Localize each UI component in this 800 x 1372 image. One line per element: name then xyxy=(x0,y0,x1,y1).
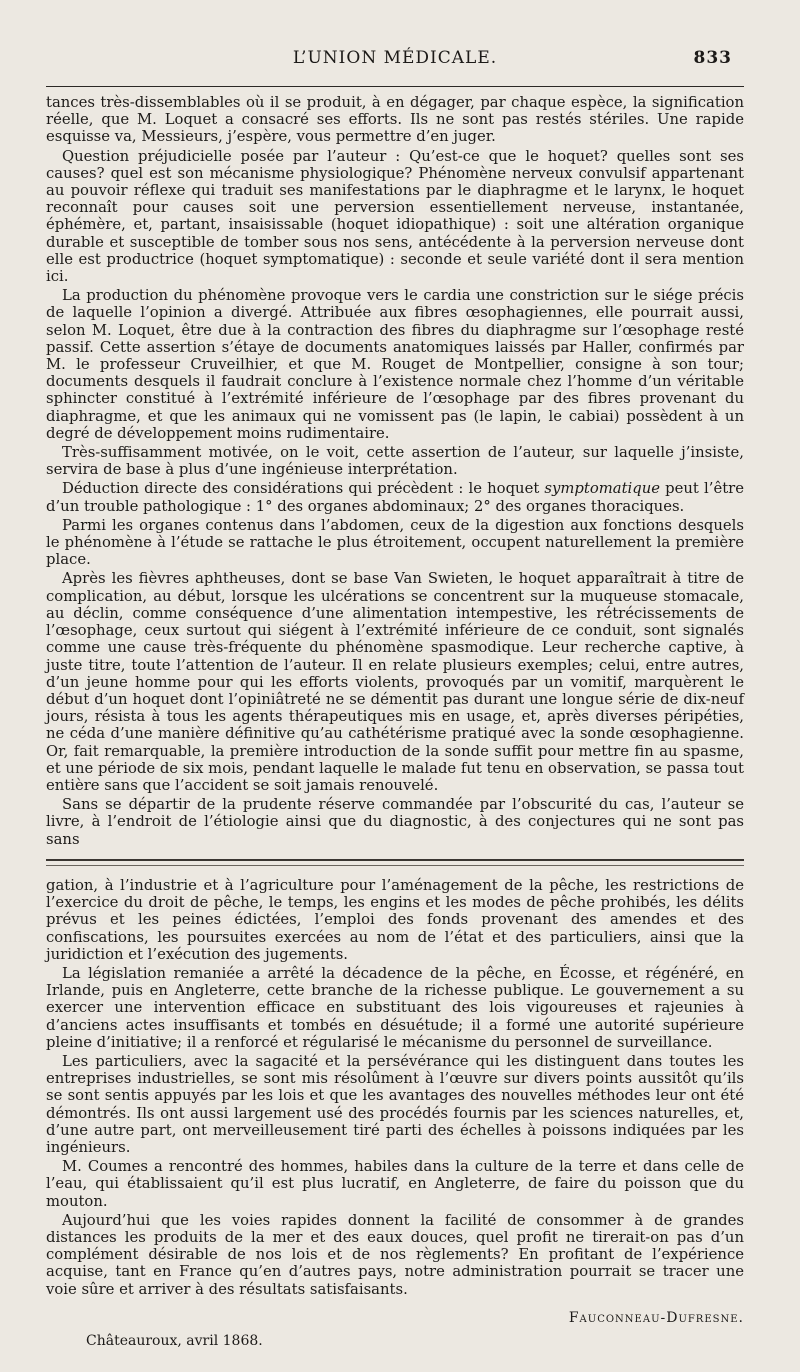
paragraph: M. Coumes a rencontré des hommes, habiles dans la culture de la terre et dans celle de l’eau, qui établissaient qu’il est plus lucratif, en Angleterre, de faire du poisson que du mouton. xyxy=(46,1158,744,1210)
deduction-emphasis: symptomatique xyxy=(544,480,661,498)
author-signature: Fauconneau-Dufresne. xyxy=(568,1310,744,1326)
paragraph: La production du phénomène provoque vers le cardia une constriction sur le siége précis de laquelle l’opinion a divergé. Attribuée aux fibres œsophagiennes, elle pourrait aussi, selon M. Loquet, être due à la contraction des fibres du diaphragme sur l’œsophage resté passif. Cette assertion s’étaye de documents anatomiques laissés par Haller, confirmés par M. le professeur Cruveilhier, et que M. Rouget de Montpellier, consigne à son tour; documents desquels il faudrait conclure à l’existence normale chez l’homme d’un véritable sphincter constitué à l’extrémité inférieure de l’œsophage par des fibres provenant du diaphragme, et que les animaux qui ne vomissent pas (le lapin, le cabiai) possèdent à un degré de développement moins rudimentaire. xyxy=(46,287,744,442)
deduction-text-after: peut l’être d’un trouble pathologique : 1° des organes abdominaux; 2° des organes thoraciques. xyxy=(46,480,744,515)
main-article xyxy=(46,94,744,848)
paragraph: Question préjudicielle posée par l’auteur : Qu’est-ce que le hoquet? quelles sont ses causes? quel est son mécanisme physiologique? Phénomène nerveux convulsif appartenant au pouvoir réflexe qui traduit ses manifestations par le diaphragme et le larynx, le hoquet reconnaît pour causes soit une perversion essentiellement nerveuse, instantanée, éphémère, et, partant, insaisissable (hoquet idiopathique) : soit une altération organique durable et susceptible de tomber sous nos sens, antécédente à la perversion nerveuse dont elle est productrice (hoquet symptomatique) : seconde et seule variété dont il sera mention ici. xyxy=(46,147,744,286)
paragraph: Très-suffisamment motivée, on le voit, cette assertion de l’auteur, sur laquelle j’insiste, servira de base à plus d’une ingénieuse interprétation. xyxy=(46,444,744,479)
paragraph: gation, à l’industrie et à l’agriculture pour l’aménagement de la pêche, les restrictions de l’exercice du droit de pêche, le temps, les engins et les modes de pêche prohibés, les délits prévus et les peines édictées, l’emploi des fonds provenant des amendes et des confiscations, les poursuites exercées au nom de l’état et des particuliers, ainsi que la juridiction et l’exécution des jugements. xyxy=(46,877,744,963)
running-header xyxy=(46,48,744,76)
paragraph: Aujourd’hui que les voies rapides donnent la facilité de consommer à de grandes distances les produits de la mer et des eaux douces, quel profit ne tirerait-on pas d’un complément désirable de nos lois et de nos règlements? En profitant de l’expérience acquise, tant en France qu’en d’autres pays, notre administration pourrait se tracer une voie sûre et arriver à des résultats satisfaisants. xyxy=(46,1211,744,1298)
paragraph: Sans se départir de la prudente réserve commandée par l’obscurité du cas, l’auteur se livre, à l’endroit de l’étiologie ainsi que du diagnostic, à des conjectures qui ne sont pas sans xyxy=(46,796,744,848)
page-number: 833 xyxy=(693,48,732,68)
feuilleton-section xyxy=(46,877,744,1298)
place-date: Châteauroux, avril 1868. xyxy=(86,1333,263,1349)
paragraph: Parmi les organes contenus dans l’abdomen, ceux de la digestion aux fonctions desquels le phénomène à l’étude se rattache le plus étroitement, occupent naturellement la première place. xyxy=(46,516,744,569)
paragraph: Après les fièvres aphtheuses, dont se base Van Swieten, le hoquet apparaîtrait à titre de complication, au début, lorsque les ulcérations se concentrent sur la muqueuse stomacale, au déclin, comme conséquence d’une alimentation intempestive, les rétrécissements de l’œsophage, ceux surtout qui siégent à l’extrémité inférieure de ce conduit, sont signalés comme une cause très-fréquente du phénomène spasmodique. Leur recherche captive, à juste titre, toute l’attention de l’auteur. Il en relate plusieurs exemples; celui, entre autres, d’un jeune homme pour qui les efforts violents, provoqués par un vomitif, marquèrent le début d’un hoquet dont l’opiniâtreté ne se démentit pas durant une longue série de dix-neuf jours, résista à tous les agents thérapeutiques mis en usage, et, après diverses péripéties, ne céda d’une manière définitive qu’au cathétérisme pratiqué avec la sonde œsophagienne. Or, fait remarquable, la première introduction de la sonde suffit pour mettre fin au spasme, et une période de six mois, pendant laquelle le malade fut tenu en observation, se passa tout entière sans que l’accident se soit jamais renouvelé. xyxy=(46,570,744,794)
paragraph: La législation remaniée a arrêté la décadence de la pêche, en Écosse, et régénéré, en Irlande, puis en Angleterre, cette branche de la richesse publique. Le gouvernement a su exercer une intervention efficace en substituant des lois vigoureuses et rajeunies à d’anciens actes insuffisants et tombés en désuétude; il a formé une autorité supérieure pleine d’initiative; il a renforcé et régularisé le mécanisme du personnel de surveillance. xyxy=(46,965,744,1051)
section-separator-rule xyxy=(46,859,744,866)
journal-title: L’UNION MÉDICALE. xyxy=(292,48,498,68)
paragraph-deduction xyxy=(46,480,744,514)
deduction-text-before: Déduction directe des considérations qui précèdent : le hoquet xyxy=(62,480,545,498)
header-rule xyxy=(46,86,744,87)
paragraph: Les particuliers, avec la sagacité et la persévérance qui les distinguent dans toutes les entreprises industrielles, se sont mis résolûment à l’œuvre sur divers points aussitôt qu’ils se sont sentis appuyés par les lois et que les avantages des nouvelles méthodes leur ont été démontrés. Ils ont aussi largement usé des procédés fournis par les sciences naturelles, et, d’une autre part, ont merveilleusement tiré parti des échelles à poissons indiquées par les ingénieurs. xyxy=(46,1053,744,1157)
paragraph: tances très-dissemblables où il se produit, à en dégager, par chaque espèce, la signification réelle, que M. Loquet a consacré ses efforts. Ils ne sont pas restés stériles. Une rapide esquisse va, Messieurs, j’espère, vous permettre d’en juger. xyxy=(46,94,744,146)
